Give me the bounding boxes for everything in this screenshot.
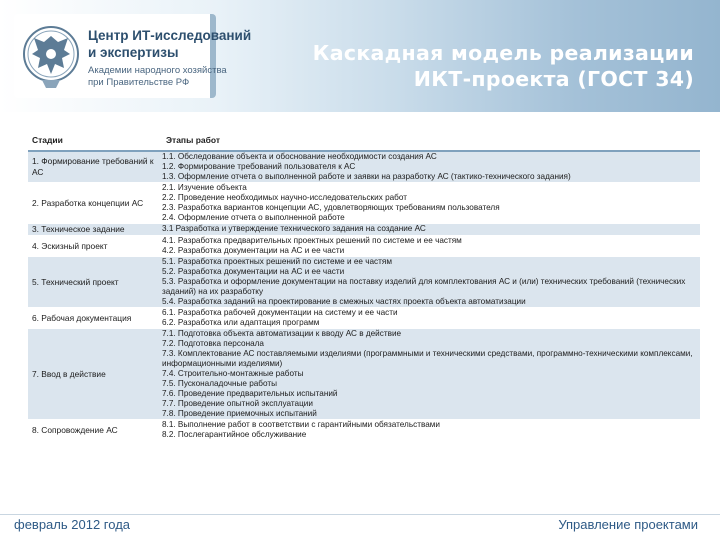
table-row [28,420,700,441]
works-cell [158,224,700,235]
work-item: 3.1 Разработка и утверждение технического задания на создание АС [162,224,426,233]
slide-title-line-2: ИКТ-проекта (ГОСТ 34) [413,67,694,91]
work-item: 2.2. Проведение необходимых научно-исследовательских работ [162,193,407,202]
table-row [28,152,700,183]
work-item: 5.4. Разработка заданий на проектирование в смежных частях проекта объекта автоматизации [162,297,526,306]
org-subtitle-line-1: Академии народного хозяйства [88,65,227,76]
stages-table [28,130,700,441]
work-item: 7.5. Пусконаладочные работы [162,379,278,388]
slide-title [313,40,694,92]
footer-date: февраль 2012 года [14,517,131,532]
stage-cell: 6. Рабочая документация [32,312,132,323]
work-item: 8.1. Выполнение работ в соответствии с гарантийными обязательствами [162,420,440,429]
table-body [28,152,700,441]
table-row [28,183,700,224]
stage-cell: 8. Сопровождение АС [32,424,118,435]
org-name-line-2: и экспертизы [88,45,179,60]
organization-logo [14,14,252,98]
work-item: 7.1. Подготовка объекта автоматизации к вводу АС в действие [162,329,402,338]
stage-cell: 4. Эскизный проект [32,240,108,251]
stage-cell: 5. Технический проект [32,276,119,287]
column-header-stages: Стадии [32,135,63,145]
work-item: 6.2. Разработка или адаптация программ [162,318,320,327]
table-row [28,236,700,257]
work-item: 5.3. Разработка и оформление документации на поставку изделий для комплектования АС и (или) технических требований (технических заданий) на их разработку [162,277,686,296]
slide-header [0,0,720,112]
work-item: 4.2. Разработка документации на АС и ее части [162,246,345,255]
work-item: 7.8. Проведение приемочных испытаний [162,409,317,418]
table-row [28,257,700,308]
table-row [28,308,700,329]
works-cell [158,152,700,182]
work-item: 7.2. Подготовка персонала [162,339,264,348]
stage-cell: 3. Техническое задание [32,224,125,234]
table-header-row [28,130,700,152]
works-cell [158,308,700,328]
stage-cell: 1. Формирование требований к АС [32,156,154,177]
footer-divider [0,514,720,515]
column-header-works: Этапы работ [166,135,221,145]
org-subtitle-line-2: при Правительстве РФ [88,77,190,88]
org-name-line-1: Центр ИТ-исследований [88,28,252,43]
work-item: 8.2. Послегарантийное обслуживание [162,430,307,439]
works-cell [158,420,700,440]
work-item: 5.1. Разработка проектных решений по системе и ее частям [162,257,392,266]
work-item: 5.2. Разработка документации на АС и ее части [162,267,345,276]
slide-title-line-1: Каскадная модель реализации [312,41,694,65]
work-item: 1.1. Обследование объекта и обоснование необходимости создания АС [162,152,437,161]
table-row [28,329,700,420]
work-item: 1.2. Формирование требований пользователя к АС [162,162,356,171]
work-item: 1.3. Оформление отчета о выполненной работе и заявки на разработку АС (тактико-технического задания) [162,172,571,181]
work-item: 7.6. Проведение предварительных испытаний [162,389,338,398]
work-item: 6.1. Разработка рабочей документации на систему и ее части [162,308,398,317]
table-row [28,224,700,236]
works-cell [158,257,700,307]
works-cell [158,329,700,419]
work-item: 7.4. Строительно-монтажные работы [162,369,304,378]
work-item: 4.1. Разработка предварительных проектных решений по системе и ее частям [162,236,462,245]
work-item: 7.7. Проведение опытной эксплуатации [162,399,313,408]
stage-cell: 2. Разработка концепции АС [32,197,144,208]
double-headed-eagle-emblem-icon [20,20,82,92]
work-item: 7.3. Комплектование АС поставляемыми изделиями (программными и техническими средствами, программно-техническими комплексами, информационными изделиями) [162,349,693,368]
works-cell [158,183,700,223]
work-item: 2.3. Разработка вариантов концепции АС, удовлетворяющих требованиям пользователя [162,203,500,212]
work-item: 2.1. Изучение объекта [162,183,247,192]
stage-cell: 7. Ввод в действие [32,368,106,379]
works-cell [158,236,700,256]
footer-course-name: Управление проектами [558,517,698,532]
work-item: 2.4. Оформление отчета о выполненной работе [162,213,345,222]
